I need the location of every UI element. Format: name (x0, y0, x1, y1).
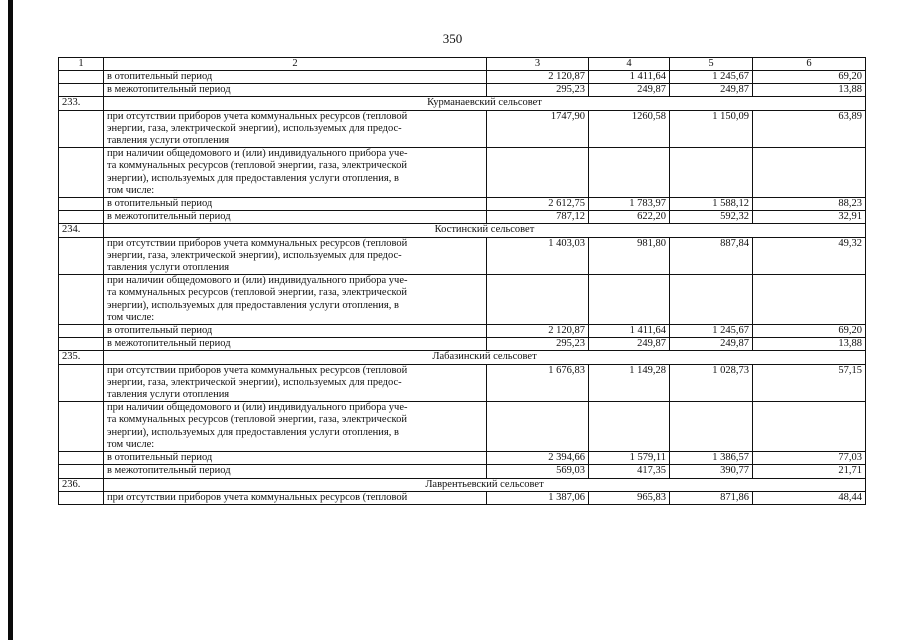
description-line: энергии), используемых для предоставления услуги отопления, в (107, 426, 399, 438)
row-description (104, 275, 487, 325)
value-cell: 49,32 (753, 237, 866, 275)
value-cell: 1 149,28 (589, 364, 670, 402)
value-cell: 13,88 (753, 338, 866, 351)
value-cell: 2 612,75 (487, 198, 589, 211)
description-line: при наличии общедомового и (или) индивидуального прибора уче- (107, 402, 408, 414)
period-row (59, 465, 866, 478)
period-row (59, 211, 866, 224)
column-header: 2 (104, 58, 487, 71)
value-cell: 965,83 (589, 491, 670, 504)
section-row (59, 97, 866, 110)
value-cell (753, 148, 866, 198)
row-number-cell (59, 402, 104, 452)
period-row (59, 452, 866, 465)
value-cell: 1 245,67 (670, 71, 753, 84)
row-number-cell (59, 275, 104, 325)
value-cell (589, 402, 670, 452)
value-cell (487, 148, 589, 198)
section-number: 233. (59, 97, 104, 110)
tariff-row (59, 148, 866, 198)
section-row (59, 351, 866, 364)
value-cell: 1 588,12 (670, 198, 753, 211)
description-line: та коммунальных ресурсов (тепловой энергии, газа, электрической (107, 160, 407, 172)
tariff-table (58, 57, 866, 505)
value-cell: 622,20 (589, 211, 670, 224)
period-row (59, 84, 866, 97)
period-row (59, 338, 866, 351)
description-line: том числе: (107, 184, 155, 196)
value-cell (670, 148, 753, 198)
value-cell (487, 275, 589, 325)
value-cell: 1 411,64 (589, 325, 670, 338)
description-line: том числе: (107, 438, 155, 450)
value-cell (753, 402, 866, 452)
section-title: Лаврентьевский сельсовет (104, 478, 866, 491)
description-line: при наличии общедомового и (или) индивидуального прибора уче- (107, 148, 408, 160)
tariff-row (59, 364, 866, 402)
row-number-cell (59, 491, 104, 504)
tariff-row (59, 402, 866, 452)
row-description (104, 491, 487, 504)
row-description: в отопительный период (104, 452, 487, 465)
row-number-cell (59, 364, 104, 402)
description-line: при отсутствии приборов учета коммунальных ресурсов (тепловой (107, 364, 408, 376)
row-description (104, 237, 487, 275)
row-description: в межотопительный период (104, 211, 487, 224)
description-line: тавления услуги отопления (107, 262, 230, 274)
binding-edge (8, 0, 13, 640)
value-cell: 69,20 (753, 71, 866, 84)
value-cell: 249,87 (670, 338, 753, 351)
value-cell: 1 783,97 (589, 198, 670, 211)
section-title: Курманаевский сельсовет (104, 97, 866, 110)
column-header: 4 (589, 58, 670, 71)
row-number-cell (59, 338, 104, 351)
section-row (59, 224, 866, 237)
row-number-cell (59, 84, 104, 97)
value-cell: 77,03 (753, 452, 866, 465)
value-cell (670, 402, 753, 452)
row-description: в отопительный период (104, 71, 487, 84)
value-cell: 13,88 (753, 84, 866, 97)
description-line: при наличии общедомового и (или) индивидуального прибора уче- (107, 275, 408, 287)
period-row (59, 71, 866, 84)
row-number-cell (59, 452, 104, 465)
description-line: энергии), используемых для предоставления услуги отопления, в (107, 299, 399, 311)
value-cell (487, 402, 589, 452)
tariff-row (59, 491, 866, 504)
description-line: при отсутствии приборов учета коммунальных ресурсов (тепловой (107, 491, 408, 503)
description-line: энергии), используемых для предоставления услуги отопления, в (107, 172, 399, 184)
row-description (104, 148, 487, 198)
value-cell: 249,87 (589, 338, 670, 351)
value-cell: 1260,58 (589, 110, 670, 148)
description-line: та коммунальных ресурсов (тепловой энергии, газа, электрической (107, 414, 407, 426)
page-number: 350 (442, 31, 463, 46)
period-row (59, 325, 866, 338)
section-number: 234. (59, 224, 104, 237)
row-number-cell (59, 465, 104, 478)
description-line: при отсутствии приборов учета коммунальных ресурсов (тепловой (107, 110, 408, 122)
description-line: энергии, газа, электрической энергии), используемых для предос- (107, 249, 402, 261)
row-number-cell (59, 148, 104, 198)
section-number: 235. (59, 351, 104, 364)
value-cell: 88,23 (753, 198, 866, 211)
row-description: в межотопительный период (104, 84, 487, 97)
value-cell: 871,86 (670, 491, 753, 504)
value-cell: 1 676,83 (487, 364, 589, 402)
tariff-row (59, 237, 866, 275)
value-cell: 32,91 (753, 211, 866, 224)
description-line: та коммунальных ресурсов (тепловой энергии, газа, электрической (107, 287, 407, 299)
row-number-cell (59, 198, 104, 211)
value-cell: 887,84 (670, 237, 753, 275)
row-description: в отопительный период (104, 198, 487, 211)
row-number-cell (59, 325, 104, 338)
value-cell: 787,12 (487, 211, 589, 224)
section-title: Костинский сельсовет (104, 224, 866, 237)
value-cell: 417,35 (589, 465, 670, 478)
description-line: при отсутствии приборов учета коммунальных ресурсов (тепловой (107, 237, 408, 249)
value-cell: 2 394,66 (487, 452, 589, 465)
period-row (59, 198, 866, 211)
section-title: Лабазинский сельсовет (104, 351, 866, 364)
description-line: тавления услуги отопления (107, 135, 230, 147)
description-line: тавления услуги отопления (107, 389, 230, 401)
row-description: в межотопительный период (104, 338, 487, 351)
value-cell: 249,87 (589, 84, 670, 97)
value-cell: 592,32 (670, 211, 753, 224)
value-cell: 2 120,87 (487, 71, 589, 84)
value-cell (670, 275, 753, 325)
value-cell: 48,44 (753, 491, 866, 504)
value-cell (589, 148, 670, 198)
column-header: 3 (487, 58, 589, 71)
value-cell: 21,71 (753, 465, 866, 478)
value-cell: 295,23 (487, 84, 589, 97)
row-description (104, 364, 487, 402)
description-line: том числе: (107, 311, 155, 323)
value-cell: 1 150,09 (670, 110, 753, 148)
value-cell: 57,15 (753, 364, 866, 402)
value-cell: 1747,90 (487, 110, 589, 148)
value-cell: 2 120,87 (487, 325, 589, 338)
section-row (59, 478, 866, 491)
row-description: в межотопительный период (104, 465, 487, 478)
value-cell: 1 403,03 (487, 237, 589, 275)
value-cell: 1 411,64 (589, 71, 670, 84)
section-number: 236. (59, 478, 104, 491)
tariff-row (59, 110, 866, 148)
header-row (59, 58, 866, 71)
tariff-row (59, 275, 866, 325)
value-cell: 1 028,73 (670, 364, 753, 402)
value-cell: 249,87 (670, 84, 753, 97)
value-cell (589, 275, 670, 325)
row-number-cell (59, 211, 104, 224)
row-description (104, 402, 487, 452)
value-cell: 1 245,67 (670, 325, 753, 338)
value-cell: 1 579,11 (589, 452, 670, 465)
value-cell: 390,77 (670, 465, 753, 478)
row-number-cell (59, 237, 104, 275)
column-header: 5 (670, 58, 753, 71)
value-cell: 981,80 (589, 237, 670, 275)
row-number-cell (59, 110, 104, 148)
row-description: в отопительный период (104, 325, 487, 338)
row-description (104, 110, 487, 148)
column-header: 6 (753, 58, 866, 71)
value-cell: 295,23 (487, 338, 589, 351)
value-cell: 1 386,57 (670, 452, 753, 465)
row-number-cell (59, 71, 104, 84)
value-cell: 569,03 (487, 465, 589, 478)
column-header: 1 (59, 58, 104, 71)
value-cell: 63,89 (753, 110, 866, 148)
description-line: энергии, газа, электрической энергии), используемых для предос- (107, 376, 402, 388)
value-cell: 69,20 (753, 325, 866, 338)
value-cell: 1 387,06 (487, 491, 589, 504)
description-line: энергии, газа, электрической энергии), используемых для предос- (107, 122, 402, 134)
value-cell (753, 275, 866, 325)
